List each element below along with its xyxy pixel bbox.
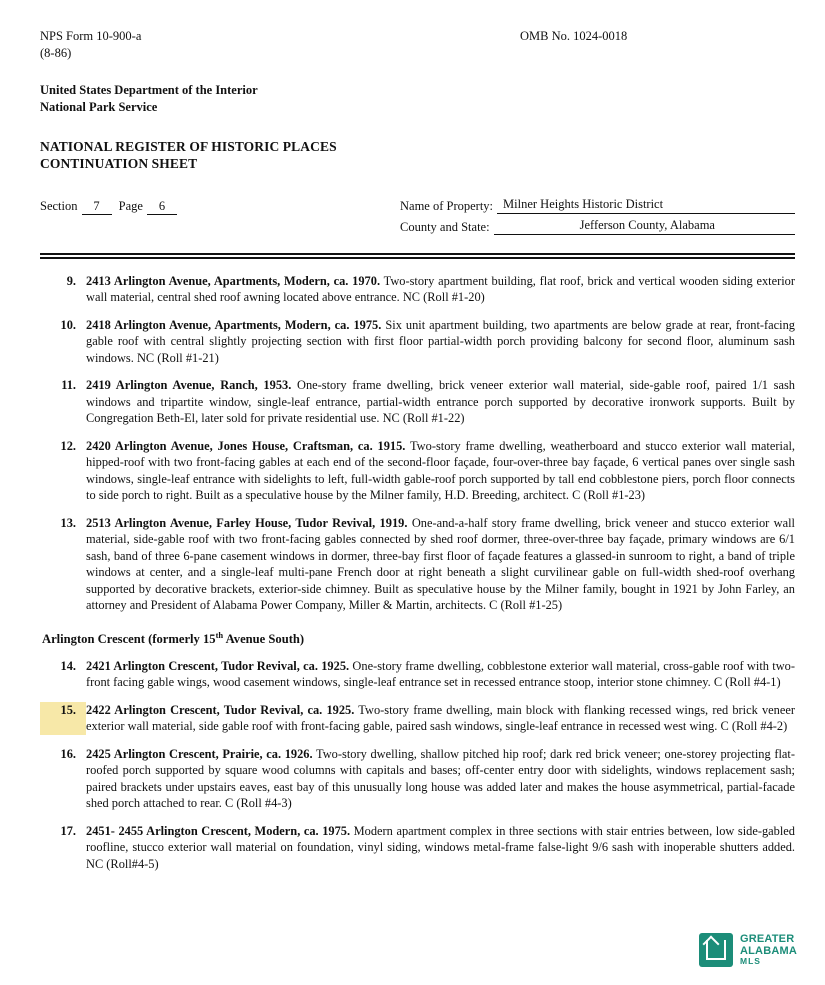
entry-text: Two-story frame dwelling, weatherboard and stucco exterior wall material, hipped-roof with two front-facing gables at each end of the second-floor façade, four-over-three bay façade, 6 vertical panes over single sash windows, single-leaf entrance with sidelights to left, full-width gable-roof porch supported by tall end cobblestone piers, porch floor connects to side porch to right. Built as a speculative house by the Milner family, H.D. Breeding, architect. C (Roll #1-23)	[86, 438, 795, 503]
entry-number: 12.	[60, 438, 76, 453]
header-divider	[40, 253, 795, 259]
list-item	[40, 823, 795, 873]
list-item	[40, 658, 795, 691]
sheet-meta	[40, 197, 795, 239]
entry-title: 2422 Arlington Crescent, Tudor Revival, ca. 1925.	[86, 702, 355, 717]
agency-department: United States Department of the Interior	[40, 82, 258, 97]
list-item	[40, 438, 795, 504]
property-value: Milner Heights Historic District	[497, 197, 795, 214]
entry-text: One-story frame dwelling, brick veneer exterior wall material, side-gable roof, paired 1/1 sash windows and tripartite window, single-leaf entrance, partial-width entrance porch supported by decorative ironwork supports. Built by Congregation Beth-El, later sold for private residential use. NC (Roll #1-22)	[86, 378, 795, 426]
entry-title: 2413 Arlington Avenue, Apartments, Modern, ca. 1970.	[86, 273, 381, 288]
section-label: Section	[40, 198, 78, 213]
page-label: Page	[118, 198, 143, 213]
page-value: 6	[147, 199, 177, 215]
entry-title: 2513 Arlington Avenue, Farley House, Tudor Revival, 1919.	[86, 515, 408, 530]
subheading-text-before: Arlington Crescent (formerly 15	[42, 631, 216, 646]
entry-number: 17.	[60, 823, 76, 838]
entry-text: Two-story frame dwelling, main block with flanking recessed wings, red brick veneer exterior wall material, side gable roof with front-facing gable, paired sash windows, single-leaf entrance in recessed west wing. C (Roll #4-2)	[86, 702, 795, 734]
entry-text: One-story frame dwelling, cobblestone exterior wall material, cross-gable roof with two-front facing gable wings, wood casement windows, single-leaf entrance set in recessed entrance stoop, interior stone chimney. C (Roll #4-1)	[86, 658, 795, 690]
omb-number: OMB No. 1024-0018	[520, 29, 628, 43]
list-item	[40, 273, 795, 306]
entry-text: Two-story dwelling, shallow pitched hip roof; dark red brick veneer; one-storey projecting flat-roofed porch supported by square wood columns with capitals and bases; off-center entry door with sidelights, windows replacement sash; paired brackets under upstairs eaves, east bay of this unusually long house was added later and makes the house asymmetrical, partial-facade shed porch attached to rear. C (Roll #4-3)	[86, 746, 795, 811]
entry-title: 2451- 2455 Arlington Crescent, Modern, ca. 1975.	[86, 823, 351, 838]
entry-title: 2419 Arlington Avenue, Ranch, 1953.	[86, 378, 292, 393]
entry-title: 2418 Arlington Avenue, Apartments, Modern, ca. 1975.	[86, 317, 382, 332]
section-page-block	[40, 197, 400, 239]
mls-logo-line2: ALABAMA	[739, 944, 797, 957]
list-item	[40, 377, 795, 427]
entry-number-highlight: 15.	[40, 702, 86, 735]
entry-title: 2421 Arlington Crescent, Tudor Revival, ca. 1925.	[86, 658, 350, 673]
entry-number: 13.	[60, 515, 76, 530]
register-title-line1: NATIONAL REGISTER OF HISTORIC PLACES	[40, 138, 337, 154]
agency-service: National Park Service	[40, 99, 158, 114]
entry-body	[86, 515, 795, 614]
property-line	[400, 197, 795, 214]
mls-logo-text	[740, 934, 797, 965]
list-item	[40, 317, 795, 367]
form-revision: (8-86)	[40, 45, 72, 60]
mls-logo-line1: GREATER	[739, 933, 795, 946]
entry-text: Two-story apartment building, flat roof, brick and vertical wooden siding exterior wall material, central shed roof awning located above entrance. NC (Roll #1-20)	[86, 273, 795, 305]
list-item	[40, 746, 795, 812]
entry-body	[86, 273, 795, 306]
subheading-superscript: th	[215, 629, 224, 640]
list-item	[40, 515, 795, 614]
entry-list-arlington-crescent	[40, 658, 795, 873]
entry-title: 2420 Arlington Avenue, Jones House, Craftsman, ca. 1915.	[86, 438, 406, 453]
entry-text: One-and-a-half story frame dwelling, brick veneer and stucco exterior wall material, side-gable roof with two front-facing gables connected by shed roof dormer, three-over-three bay façade, primary windows are 6/1 sash, band of three 6-pane casement windows in dormer, three-bay first floor of façade features a glassed-in sunroom to right, a band of triple windows at center, and a single-leaf multi-pane French door at right beneath a slight curvilinear gable on full-width shed-roof overhang supported by decorative brackets, exterior-side chimney. Built as speculative house by the Milner family, bought in 1921 by John Farley, an attorney and President of Alabama Power Company, Miller & Martin, architects. C (Roll #1-25)	[86, 515, 795, 613]
entry-body	[86, 702, 795, 735]
entry-number: 11.	[61, 378, 76, 393]
entry-body	[86, 823, 795, 873]
county-label: County and State:	[400, 219, 490, 234]
section-subheading	[42, 630, 795, 647]
entry-text: Six unit apartment building, two apartments are below grade at rear, front-facing gable roof with central slightly projecting section with first floor partial-width porch providing balcony for second floor, aluminum sash windows. NC (Roll #1-21)	[86, 317, 795, 365]
entry-body	[86, 317, 795, 367]
entry-text: Modern apartment complex in three sections with stair entries between, low side-gabled roofline, stucco exterior wall material on foundation, vinyl siding, windows metal-frame false-light 9/6 sash with inoperable shutters added. NC (Roll#4-5)	[86, 823, 796, 871]
entry-body	[86, 438, 795, 504]
subheading-text-after: Avenue South)	[223, 631, 305, 646]
entry-number: 16.	[60, 746, 76, 761]
section-value: 7	[82, 199, 112, 215]
entry-number: 10.	[60, 317, 76, 332]
property-block	[400, 197, 795, 239]
mls-logo	[699, 933, 797, 967]
register-title	[40, 138, 795, 173]
form-number-block	[40, 28, 520, 62]
entry-list-arlington-avenue	[40, 273, 795, 614]
entry-body	[86, 658, 795, 691]
county-line	[400, 218, 795, 235]
entry-number: 9.	[66, 273, 76, 288]
agency-block	[40, 82, 795, 116]
entry-title: 2425 Arlington Crescent, Prairie, ca. 1926.	[86, 746, 313, 761]
form-number: NPS Form 10-900-a	[40, 29, 142, 43]
county-value: Jefferson County, Alabama	[494, 218, 795, 235]
register-title-line2: CONTINUATION SHEET	[40, 156, 198, 172]
house-icon	[699, 933, 733, 967]
mls-logo-line3: MLS	[739, 955, 761, 966]
entry-body	[86, 377, 795, 427]
entry-body	[86, 746, 795, 812]
form-header	[40, 28, 795, 62]
page-content	[40, 28, 795, 883]
entry-number: 14.	[60, 658, 76, 673]
list-item-highlighted	[40, 702, 795, 735]
property-label: Name of Property:	[400, 198, 494, 213]
